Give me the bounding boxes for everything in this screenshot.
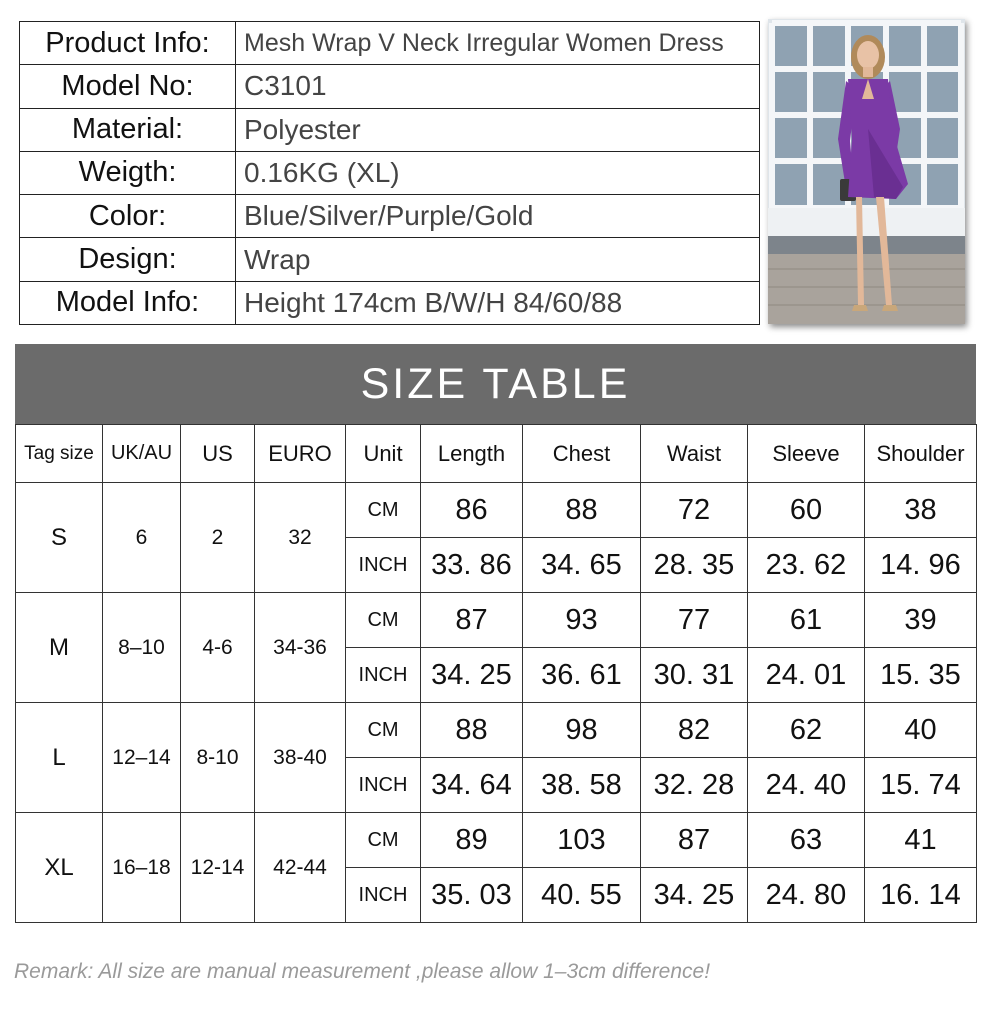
column-header: Length xyxy=(421,425,523,483)
waist-cell: 82 xyxy=(641,703,748,758)
shoulder-cell: 38 xyxy=(865,483,977,538)
unit-cell: CM xyxy=(346,593,421,648)
info-value: 0.16KG (XL) xyxy=(236,151,760,194)
length-cell: 89 xyxy=(421,813,523,868)
info-label: Design: xyxy=(20,238,236,281)
unit-cell: INCH xyxy=(346,648,421,703)
sleeve-cell: 24. 40 xyxy=(748,758,865,813)
waist-cell: 77 xyxy=(641,593,748,648)
info-value: Mesh Wrap V Neck Irregular Women Dress xyxy=(236,22,760,65)
sleeve-cell: 24. 01 xyxy=(748,648,865,703)
column-header: EURO xyxy=(255,425,346,483)
chest-cell: 103 xyxy=(523,813,641,868)
table-row xyxy=(16,483,977,538)
tag-size-cell: S xyxy=(16,483,103,593)
info-label: Model Info: xyxy=(20,281,236,324)
column-header: Unit xyxy=(346,425,421,483)
size-table xyxy=(15,424,977,923)
tag-size-cell: M xyxy=(16,593,103,703)
info-row xyxy=(20,151,760,194)
uk-au-cell: 16–18 xyxy=(103,813,181,923)
length-cell: 33. 86 xyxy=(421,538,523,593)
unit-cell: INCH xyxy=(346,758,421,813)
us-cell: 2 xyxy=(181,483,255,593)
info-row xyxy=(20,238,760,281)
waist-cell: 72 xyxy=(641,483,748,538)
length-cell: 35. 03 xyxy=(421,868,523,923)
length-cell: 87 xyxy=(421,593,523,648)
info-value: Wrap xyxy=(236,238,760,281)
info-label: Material: xyxy=(20,108,236,151)
column-header: Shoulder xyxy=(865,425,977,483)
tag-size-cell: XL xyxy=(16,813,103,923)
shoulder-cell: 40 xyxy=(865,703,977,758)
column-header: US xyxy=(181,425,255,483)
chest-cell: 40. 55 xyxy=(523,868,641,923)
info-value: Height 174cm B/W/H 84/60/88 xyxy=(236,281,760,324)
product-info-table xyxy=(19,21,760,325)
size-table-header-row xyxy=(16,425,977,483)
unit-cell: INCH xyxy=(346,538,421,593)
waist-cell: 34. 25 xyxy=(641,868,748,923)
table-row xyxy=(16,593,977,648)
size-table-title: SIZE TABLE xyxy=(15,344,976,424)
shoulder-cell: 16. 14 xyxy=(865,868,977,923)
length-cell: 34. 25 xyxy=(421,648,523,703)
length-cell: 88 xyxy=(421,703,523,758)
table-row xyxy=(16,813,977,868)
info-row xyxy=(20,22,760,65)
waist-cell: 28. 35 xyxy=(641,538,748,593)
info-value: Polyester xyxy=(236,108,760,151)
sleeve-cell: 60 xyxy=(748,483,865,538)
unit-cell: CM xyxy=(346,703,421,758)
tag-size-cell: L xyxy=(16,703,103,813)
column-header: Chest xyxy=(523,425,641,483)
shoulder-cell: 41 xyxy=(865,813,977,868)
waist-cell: 32. 28 xyxy=(641,758,748,813)
shoulder-cell: 39 xyxy=(865,593,977,648)
sleeve-cell: 24. 80 xyxy=(748,868,865,923)
sleeve-cell: 61 xyxy=(748,593,865,648)
chest-cell: 34. 65 xyxy=(523,538,641,593)
info-label: Model No: xyxy=(20,65,236,108)
remark-note: Remark: All size are manual measurement ,please allow 1–3cm difference! xyxy=(14,960,711,983)
info-label: Weigth: xyxy=(20,151,236,194)
unit-cell: INCH xyxy=(346,868,421,923)
column-header: Sleeve xyxy=(748,425,865,483)
sleeve-cell: 23. 62 xyxy=(748,538,865,593)
euro-cell: 32 xyxy=(255,483,346,593)
info-row xyxy=(20,281,760,324)
column-header: Waist xyxy=(641,425,748,483)
info-label: Product Info: xyxy=(20,22,236,65)
waist-cell: 30. 31 xyxy=(641,648,748,703)
sleeve-cell: 63 xyxy=(748,813,865,868)
info-row xyxy=(20,195,760,238)
chest-cell: 38. 58 xyxy=(523,758,641,813)
info-row xyxy=(20,108,760,151)
uk-au-cell: 12–14 xyxy=(103,703,181,813)
info-value: Blue/Silver/Purple/Gold xyxy=(236,195,760,238)
table-row xyxy=(16,703,977,758)
chest-cell: 88 xyxy=(523,483,641,538)
euro-cell: 42-44 xyxy=(255,813,346,923)
waist-cell: 87 xyxy=(641,813,748,868)
model-photo xyxy=(768,19,965,324)
length-cell: 34. 64 xyxy=(421,758,523,813)
column-header: Tag size xyxy=(16,425,103,483)
us-cell: 4-6 xyxy=(181,593,255,703)
unit-cell: CM xyxy=(346,483,421,538)
us-cell: 8-10 xyxy=(181,703,255,813)
us-cell: 12-14 xyxy=(181,813,255,923)
info-label: Color: xyxy=(20,195,236,238)
shoulder-cell: 14. 96 xyxy=(865,538,977,593)
uk-au-cell: 6 xyxy=(103,483,181,593)
chest-cell: 36. 61 xyxy=(523,648,641,703)
model-photo-illustration xyxy=(768,19,965,324)
sleeve-cell: 62 xyxy=(748,703,865,758)
chest-cell: 93 xyxy=(523,593,641,648)
column-header: UK/AU xyxy=(103,425,181,483)
euro-cell: 34-36 xyxy=(255,593,346,703)
chest-cell: 98 xyxy=(523,703,641,758)
info-row xyxy=(20,65,760,108)
unit-cell: CM xyxy=(346,813,421,868)
shoulder-cell: 15. 74 xyxy=(865,758,977,813)
euro-cell: 38-40 xyxy=(255,703,346,813)
length-cell: 86 xyxy=(421,483,523,538)
uk-au-cell: 8–10 xyxy=(103,593,181,703)
info-value: C3101 xyxy=(236,65,760,108)
shoulder-cell: 15. 35 xyxy=(865,648,977,703)
